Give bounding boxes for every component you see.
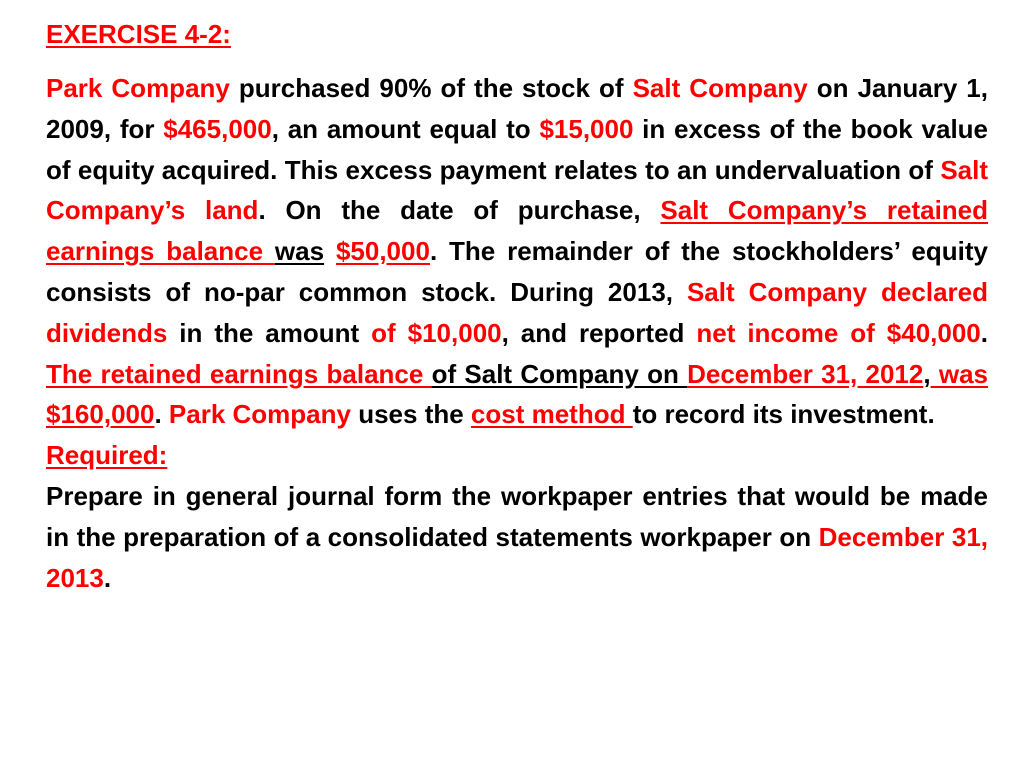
text-run: . [980, 317, 988, 348]
text-run: of $10,000 [371, 317, 502, 348]
text-run: December 31, 2013 [46, 521, 988, 593]
text-run: Salt Company declared dividends [46, 276, 988, 348]
text-run: Prepare in general journal form the workpaper entries that would be made in the preparation of a consolidated statements workpaper on [46, 480, 988, 552]
text-run: in excess of the book value of equity acquired. This excess payment relates to an undervaluation of [46, 113, 989, 185]
text-run [324, 236, 336, 266]
slide-content [46, 14, 988, 598]
text-run: net income of $40,000 [696, 317, 981, 348]
text-run: $50,000 [335, 236, 430, 267]
text-run: December 31, 2012 [687, 358, 924, 389]
text-run: . On the date of purchase, [258, 195, 661, 226]
text-run: Park Company [168, 399, 351, 430]
text-run: was [274, 236, 325, 267]
text-run: , [923, 358, 931, 389]
text-run: Park Company [46, 73, 230, 103]
text-run: in the amount [167, 317, 372, 348]
text-run: $15,000 [539, 113, 634, 144]
text-run: Salt Company’s retained earnings balance [46, 195, 989, 267]
text-run: cost method [470, 399, 633, 430]
text-run: , and reported [501, 317, 697, 348]
text-run: to record its investment. [632, 399, 935, 430]
text-run: Salt Company’s land [46, 154, 988, 226]
text-run: on January 1, 2009, for [46, 73, 988, 144]
text-run: Salt Company [632, 73, 808, 103]
text-run: was $160,000 [46, 358, 988, 430]
text-run: uses the [350, 399, 471, 430]
text-run: . [103, 562, 112, 593]
problem-paragraph [46, 68, 988, 435]
required-label: Required: [46, 440, 168, 471]
instruction-paragraph [46, 476, 988, 598]
text-run: $465,000 [163, 113, 272, 144]
text-run: . The remainder of the stockholders’ equity consists of no-par common stock. During 2013, [46, 236, 988, 307]
text-run: , an amount equal to [271, 113, 540, 144]
text-run: purchased 90% of the stock of [229, 73, 633, 103]
exercise-heading: EXERCISE 4-2: [46, 19, 231, 49]
text-run: . [154, 399, 169, 430]
text-run: The retained earnings balance [46, 358, 432, 389]
text-run: of Salt Company on [431, 358, 688, 389]
